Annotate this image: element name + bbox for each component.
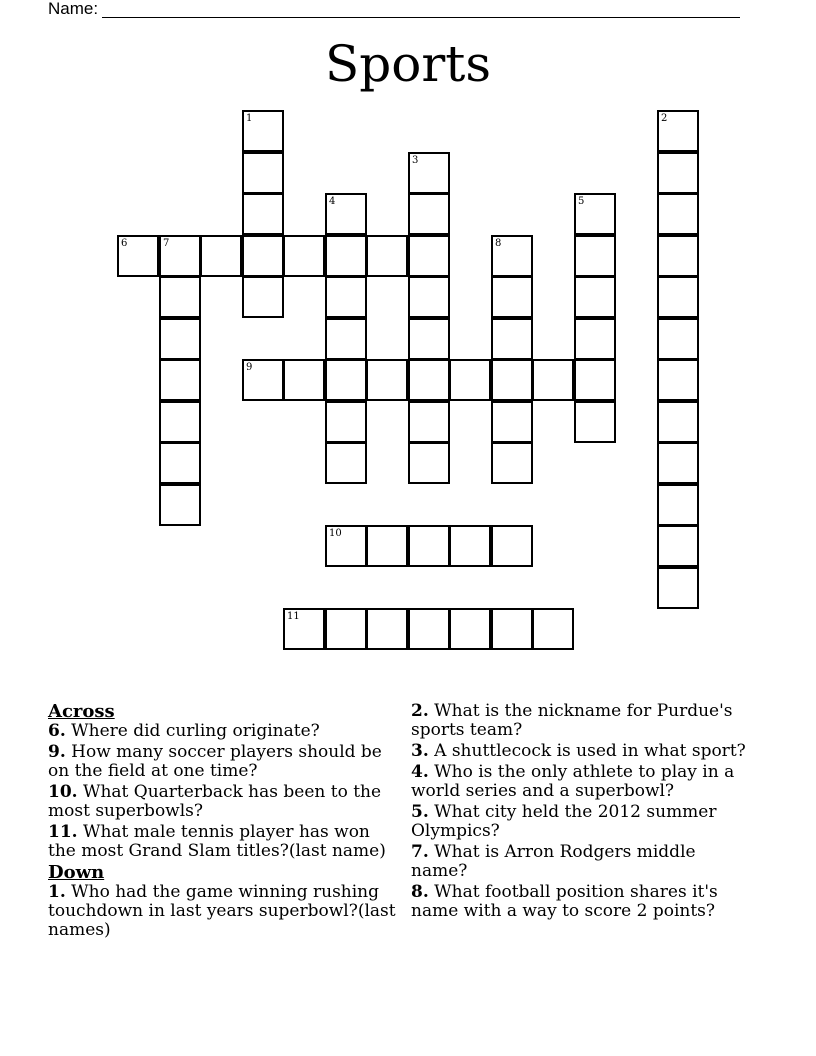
grid-cell[interactable]	[574, 276, 616, 318]
grid-cell[interactable]	[117, 235, 159, 277]
clue-number-7: 7	[163, 238, 170, 249]
down-clue-5: 5. What city held the 2012 summer Olympics?	[411, 802, 717, 841]
grid-cell[interactable]	[242, 110, 284, 152]
grid-cell[interactable]	[325, 193, 367, 235]
page-title: Sports	[324, 35, 491, 93]
grid-cell[interactable]	[574, 401, 616, 443]
grid-cell[interactable]	[159, 318, 201, 360]
down-clue-1: 1. Who had the game winning rushing touchdown in last years superbowl?(last names)	[48, 882, 396, 940]
grid-cell[interactable]	[408, 401, 450, 443]
grid-cell[interactable]	[491, 608, 533, 650]
grid-cell[interactable]	[325, 276, 367, 318]
grid-cell[interactable]	[408, 608, 450, 650]
grid-cell[interactable]	[408, 235, 450, 277]
clue-number-3: 3	[412, 155, 419, 166]
grid-cell[interactable]	[242, 193, 284, 235]
grid-cell[interactable]	[491, 276, 533, 318]
grid-cell[interactable]	[366, 235, 408, 277]
grid-cell[interactable]	[657, 318, 699, 360]
grid-cell[interactable]	[491, 401, 533, 443]
grid-cell[interactable]	[574, 359, 616, 401]
clue-number-10: 10	[329, 528, 342, 539]
down-clue-4: 4. Who is the only athlete to play in a world series and a superbowl?	[411, 762, 735, 801]
grid-cell[interactable]	[657, 442, 699, 484]
across-clue-6: 6. Where did curling originate?	[48, 721, 320, 741]
grid-cell[interactable]	[283, 608, 325, 650]
clue-number-6: 6	[121, 238, 128, 249]
grid-cell[interactable]	[200, 235, 242, 277]
down-clue-2: 2. What is the nickname for Purdue's sports team?	[411, 701, 733, 740]
grid-cell[interactable]	[408, 276, 450, 318]
grid-cell[interactable]	[574, 235, 616, 277]
grid-cell[interactable]	[491, 235, 533, 277]
grid-cell[interactable]	[242, 359, 284, 401]
grid-cell[interactable]	[491, 318, 533, 360]
grid-cell[interactable]	[449, 608, 491, 650]
down-heading: Down	[48, 862, 105, 883]
across-clue-10: 10. What Quarterback has been to the most superbowls?	[48, 782, 382, 821]
grid-cell[interactable]	[366, 608, 408, 650]
grid-cell[interactable]	[657, 235, 699, 277]
grid-cell[interactable]	[532, 608, 574, 650]
clue-number-2: 2	[661, 113, 668, 124]
grid-cell[interactable]	[491, 525, 533, 567]
grid-cell[interactable]	[325, 318, 367, 360]
grid-cell[interactable]	[657, 567, 699, 609]
grid-cell[interactable]	[366, 359, 408, 401]
grid-cell[interactable]	[657, 359, 699, 401]
down-clue-7: 7. What is Arron Rodgers middle name?	[411, 842, 696, 881]
across-clue-11: 11. What male tennis player has won the most Grand Slam titles?(last name)	[48, 822, 386, 861]
grid-cell[interactable]	[159, 235, 201, 277]
down-clue-8: 8. What football position shares it's name with a way to score 2 points?	[411, 882, 718, 921]
grid-cell[interactable]	[657, 401, 699, 443]
clue-number-4: 4	[329, 196, 336, 207]
down-clue-3: 3. A shuttlecock is used in what sport?	[411, 741, 746, 761]
grid-cell[interactable]	[657, 193, 699, 235]
grid-cell[interactable]	[449, 359, 491, 401]
grid-cell[interactable]	[408, 193, 450, 235]
clues-right-column	[411, 702, 751, 923]
grid-cell[interactable]	[325, 525, 367, 567]
grid-cell[interactable]	[325, 442, 367, 484]
grid-cell[interactable]	[408, 359, 450, 401]
grid-cell[interactable]	[242, 276, 284, 318]
grid-cell[interactable]	[657, 276, 699, 318]
grid-cell[interactable]	[657, 525, 699, 567]
grid-cell[interactable]	[408, 152, 450, 194]
grid-cell[interactable]	[325, 401, 367, 443]
grid-cell[interactable]	[408, 442, 450, 484]
clues-left-column	[48, 702, 398, 942]
grid-cell[interactable]	[159, 359, 201, 401]
clue-number-11: 11	[287, 611, 300, 622]
clue-number-8: 8	[495, 238, 502, 249]
grid-cell[interactable]	[242, 152, 284, 194]
grid-cell[interactable]	[159, 401, 201, 443]
grid-cell[interactable]	[408, 318, 450, 360]
grid-cell[interactable]	[408, 525, 450, 567]
grid-cell[interactable]	[657, 484, 699, 526]
grid-cell[interactable]	[532, 359, 574, 401]
grid-cell[interactable]	[159, 484, 201, 526]
across-clue-9: 9. How many soccer players should be on the field at one time?	[48, 742, 382, 781]
name-label: Name:	[48, 0, 99, 18]
grid-cell[interactable]	[366, 525, 408, 567]
grid-cell[interactable]	[283, 359, 325, 401]
clue-number-1: 1	[246, 113, 253, 124]
grid-cell[interactable]	[449, 525, 491, 567]
grid-cell[interactable]	[574, 318, 616, 360]
grid-cell[interactable]	[657, 152, 699, 194]
grid-cell[interactable]	[574, 193, 616, 235]
grid-cell[interactable]	[325, 235, 367, 277]
across-heading: Across	[48, 701, 115, 722]
grid-cell[interactable]	[491, 442, 533, 484]
clue-number-9: 9	[246, 362, 253, 373]
grid-cell[interactable]	[491, 359, 533, 401]
grid-cell[interactable]	[325, 359, 367, 401]
grid-cell[interactable]	[159, 442, 201, 484]
grid-cell[interactable]	[657, 110, 699, 152]
grid-cell[interactable]	[283, 235, 325, 277]
grid-cell[interactable]	[242, 235, 284, 277]
clue-number-5: 5	[578, 196, 585, 207]
grid-cell[interactable]	[159, 276, 201, 318]
grid-cell[interactable]	[325, 608, 367, 650]
